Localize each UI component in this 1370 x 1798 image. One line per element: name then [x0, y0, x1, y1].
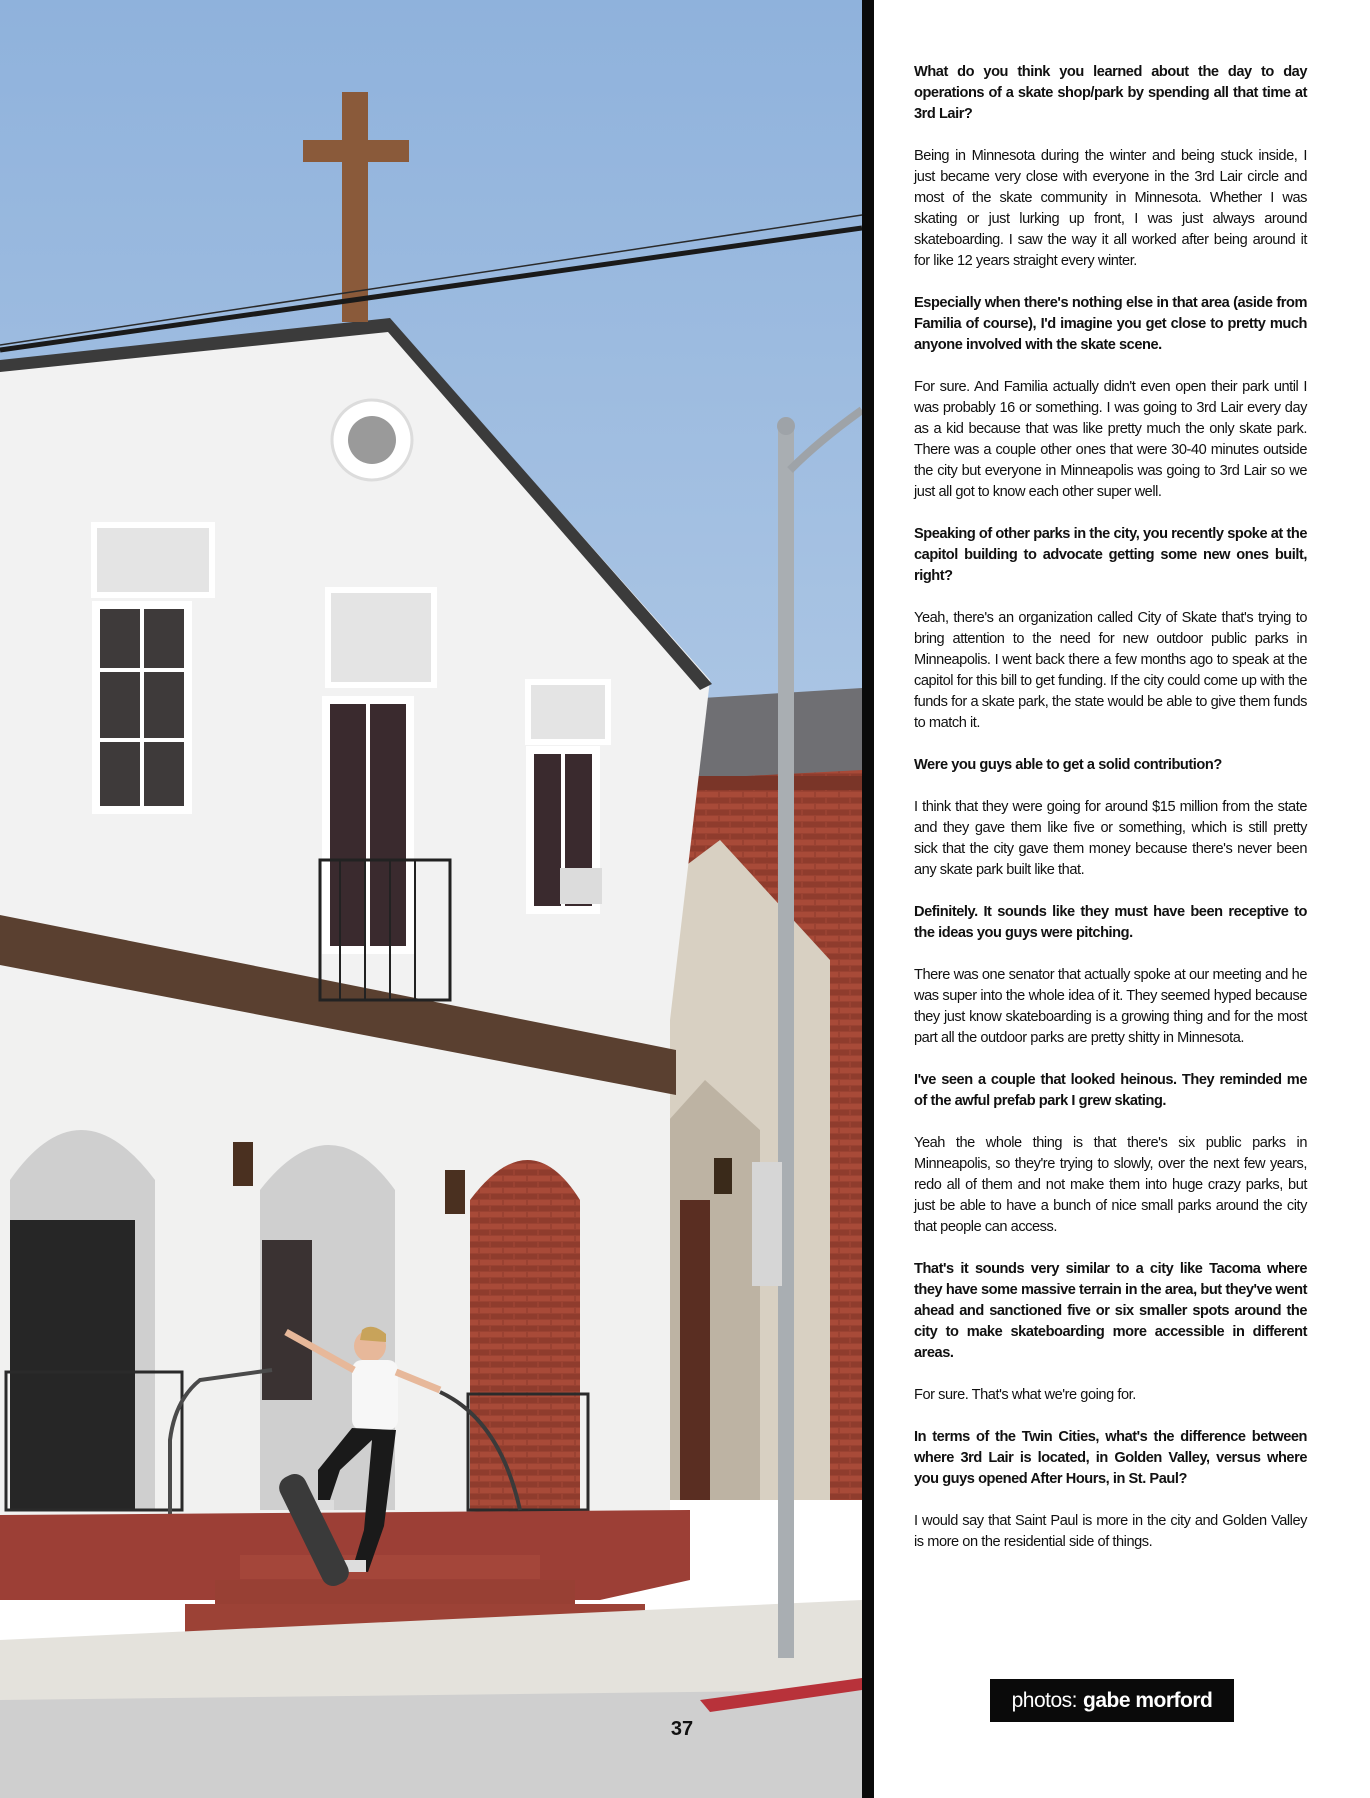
- interview-question: Definitely. It sounds like they must have been receptive to the ideas you guys were pitching.: [914, 904, 1307, 941]
- interview-answer: Yeah the whole thing is that there's six public parks in Minneapolis, so they're trying to slowly, over the next few years, redo all of them and not make them into huge crazy parks, but just be able to have a bunch of nice small parks around the city that people can access.: [914, 1135, 1307, 1235]
- interview-question: What do you think you learned about the day to day operations of a skate shop/park by spending all that time at 3rd Lair?: [914, 64, 1307, 122]
- photo-credit: [990, 1679, 1234, 1722]
- interview-question: That's it sounds very similar to a city like Tacoma where they have some massive terrain in the area, but they've went ahead and sanctioned five or six smaller spots around the city to make skateboarding more accessible in different areas.: [914, 1261, 1307, 1361]
- interview-answer: For sure. And Familia actually didn't even open their park until I was probably 16 or something. I was going to 3rd Lair every day as a kid because that was like pretty much the only skate park. There was a couple other ones that were 30-40 minutes outside the city but everyone in Minneapolis was going to 3rd Lair so we just all got to know each other super well.: [914, 379, 1307, 500]
- page-number: 37: [670, 1718, 694, 1740]
- interview-answer: I would say that Saint Paul is more in the city and Golden Valley is more on the residential side of things.: [914, 1513, 1307, 1550]
- interview-question: I've seen a couple that looked heinous. They reminded me of the awful prefab park I grew skating.: [914, 1072, 1307, 1109]
- interview-answer: There was one senator that actually spoke at our meeting and he was super into the whole idea of it. They seemed hyped because they just know skateboarding is a growing thing and for the most part all the outdoor parks are pretty shitty in Minnesota.: [914, 967, 1307, 1046]
- interview-question: Speaking of other parks in the city, you recently spoke at the capitol building to advocate getting some new ones built, right?: [914, 526, 1307, 584]
- interview-answer: Being in Minnesota during the winter and being stuck inside, I just became very close with everyone in the 3rd Lair circle and most of the skate community in Minnesota. Whether I was skating or just lurking up front, I was just always around skateboarding. I saw the way it all worked after being around it for like 12 years straight every winter.: [914, 148, 1307, 269]
- interview-question: Were you guys able to get a solid contribution?: [914, 757, 1222, 773]
- photo-credit-prefix: photos:: [1011, 1688, 1078, 1712]
- interview-text: [914, 62, 1307, 1574]
- photo-credit-name: gabe morford: [1083, 1688, 1213, 1712]
- interview-answer: I think that they were going for around $15 million from the state and they gave them like five or something, which is still pretty sick that the city gave them money because there's never been any skate park built like that.: [914, 799, 1307, 878]
- page-divider: [862, 0, 874, 1798]
- interview-question: In terms of the Twin Cities, what's the difference between where 3rd Lair is located, in Golden Valley, versus where you guys opened After Hours, in St. Paul?: [914, 1429, 1307, 1487]
- interview-question: Especially when there's nothing else in that area (aside from Familia of course), I'd imagine you get close to pretty much anyone involved with the skate scene.: [914, 295, 1307, 353]
- interview-answer: Yeah, there's an organization called City of Skate that's trying to bring attention to the need for new outdoor public parks in Minneapolis. I went back there a few months ago to speak at the capitol for this bill to get funding. If the city could come up with the funds for a skate park, the state would be able to give them funds to match it.: [914, 610, 1307, 731]
- interview-answer: For sure. That's what we're going for.: [914, 1387, 1136, 1403]
